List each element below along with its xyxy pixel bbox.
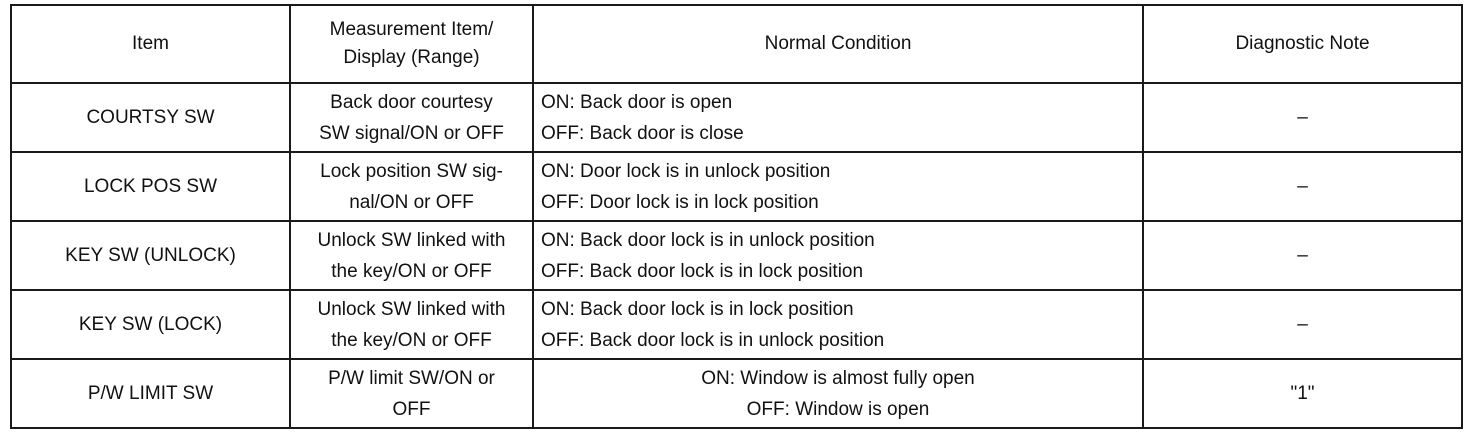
header-measurement-line: Display (Range): [343, 47, 480, 68]
condition-off-line: OFF: Back door lock is in lock position: [541, 260, 864, 282]
table-body: [11, 83, 1462, 428]
diagnostic-note-cell: –: [1143, 83, 1462, 152]
table-header: [11, 5, 1462, 83]
condition-on-line: ON: Back door lock is in unlock position: [541, 229, 875, 251]
header-diagnostic-note: Diagnostic Note: [1143, 5, 1462, 83]
measurement-cell: [290, 359, 533, 428]
measurement-line: the key/ON or OFF: [331, 329, 492, 351]
measurement-line: SW signal/ON or OFF: [319, 122, 504, 144]
normal-condition-cell: [533, 83, 1143, 152]
table-row: [11, 221, 1462, 290]
header-measurement: [290, 5, 533, 83]
measurement-line: the key/ON or OFF: [331, 260, 492, 282]
condition-off-line: OFF: Back door lock is in unlock position: [541, 329, 885, 351]
normal-condition-cell: [533, 359, 1143, 428]
table-row: [11, 290, 1462, 359]
measurement-line: P/W limit SW/ON or: [328, 367, 495, 389]
measurement-line: nal/ON or OFF: [349, 191, 474, 213]
document-page: [10, 4, 1463, 429]
condition-on-line: ON: Back door is open: [541, 91, 733, 113]
measurement-cell: [290, 83, 533, 152]
item-cell: COURTSY SW: [11, 83, 290, 152]
item-cell: KEY SW (LOCK): [11, 290, 290, 359]
measurement-line: OFF: [392, 398, 431, 420]
condition-off-line: OFF: Door lock is in lock position: [541, 191, 819, 213]
measurement-line: Unlock SW linked with: [317, 229, 506, 251]
condition-on-line: ON: Back door lock is in lock position: [541, 298, 854, 320]
header-measurement-line: Measurement Item/: [329, 19, 494, 40]
condition-off-line: OFF: Window is open: [746, 398, 930, 420]
diagnostic-note-cell: –: [1143, 221, 1462, 290]
measurement-line: Back door courtesy: [330, 91, 493, 113]
diagnostic-note-cell: –: [1143, 290, 1462, 359]
table-row: [11, 152, 1462, 221]
diagnostic-table: [10, 4, 1463, 429]
diagnostic-note-cell: –: [1143, 152, 1462, 221]
measurement-cell: [290, 221, 533, 290]
normal-condition-cell: [533, 221, 1143, 290]
table-row: [11, 83, 1462, 152]
table-row: [11, 359, 1462, 428]
normal-condition-cell: [533, 152, 1143, 221]
item-cell: P/W LIMIT SW: [11, 359, 290, 428]
condition-on-line: ON: Window is almost fully open: [701, 367, 975, 389]
diagnostic-note-cell: "1": [1143, 359, 1462, 428]
measurement-cell: [290, 290, 533, 359]
measurement-cell: [290, 152, 533, 221]
header-row: [11, 5, 1462, 83]
item-cell: LOCK POS SW: [11, 152, 290, 221]
measurement-line: Unlock SW linked with: [317, 298, 506, 320]
header-item: Item: [11, 5, 290, 83]
condition-off-line: OFF: Back door is close: [541, 122, 744, 144]
measurement-line: Lock position SW sig-: [320, 160, 503, 182]
header-normal-condition: Normal Condition: [533, 5, 1143, 83]
item-cell: KEY SW (UNLOCK): [11, 221, 290, 290]
normal-condition-cell: [533, 290, 1143, 359]
condition-on-line: ON: Door lock is in unlock position: [541, 160, 831, 182]
